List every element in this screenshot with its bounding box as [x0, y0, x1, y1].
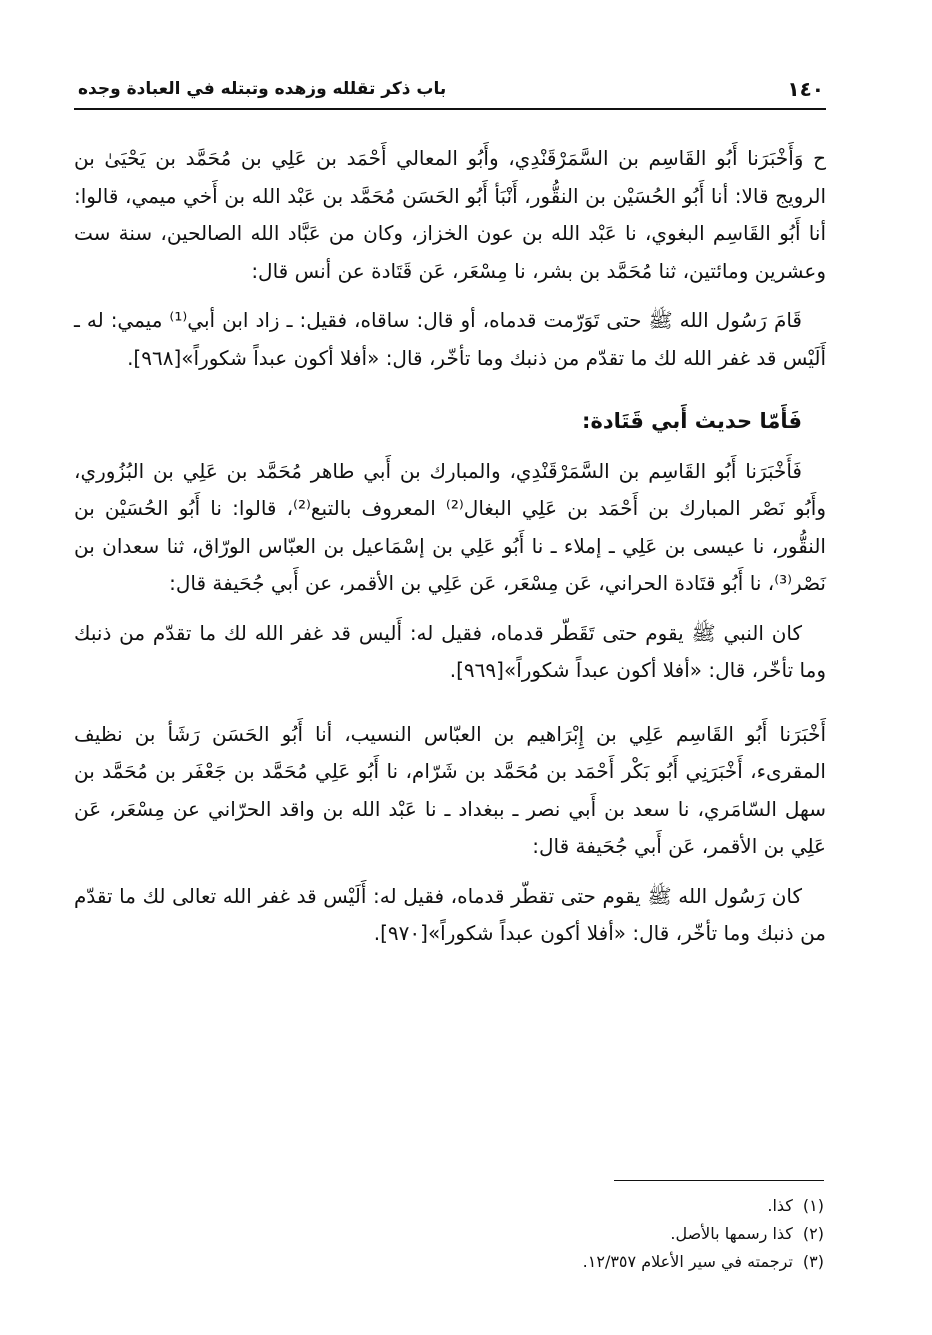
footnote-divider	[614, 1180, 824, 1181]
footnote-marker: (٢)	[802, 1224, 824, 1243]
running-header	[78, 72, 824, 106]
paragraph-hadith-3: كان رَسُول الله ﷺ يقوم حتى تقطّر قدماه، فقيل له: أَلَيْس قد غفر الله تعالى لك ما تقدّم من ذنبك وما تأخّر، قال: «أفلا أكون عبداً شكوراً»[٩٧٠].	[74, 883, 826, 945]
page-number: ١٤٠	[787, 77, 824, 101]
header-divider	[74, 108, 826, 110]
paragraph-hadith-1: قَامَ رَسُول الله ﷺ حتى تَوَرّمت قدماه، أو قال: ساقاه، فقيل: ـ زاد ابن أبي⁽¹⁾ ميمي: له ـ أَلَيْس قد غفر الله لك ما تقدّم من ذنبك وما تأخّر، قال: «أفلا أكون عبداً شكوراً»[٩٦٨].	[74, 308, 826, 370]
footnote-text: ترجمته في سير الأعلام ١٢/٣٥٧.	[582, 1252, 793, 1271]
paragraph-isnad-1: ح وَأَخْبَرَنا أَبُو القَاسِم بن السَّمَرْقَنْدِي، وأَبُو المعالي أَحْمَد بن عَلِي بن مُحَمَّد بن يَحْيَىٰ بن الرويج قالا: أنا أَبُو الحُسَيْن بن النقُّور، أَنْبَأ أَبُو الحَسَن مُحَمَّد بن عَبْد الله بن أَخي ميمي، قالوا: أنا أَبُو القَاسِم البغوي، نا عَبْد الله بن عون الخزاز، وكان من عَبَّاد الله الصالحين، سنة ست وعشرين ومائتين، ثنا مُحَمَّد بن بشر، نا مِسْعَر، عَن قَتَادة عن أنس قال:	[74, 146, 826, 283]
footnotes	[300, 1192, 824, 1276]
footnote-text: كذا.	[767, 1196, 793, 1215]
paragraph-hadith-2: كان النبي ﷺ يقوم حتى تَقَطّر قدماه، فقيل له: أَليس قد غفر الله لك ما تقدّم من ذنبك وما تأخّر، قال: «أفلا أكون عبداً شكوراً»[٩٦٩].	[74, 620, 826, 682]
footnote-1	[300, 1192, 824, 1220]
main-text	[74, 140, 826, 953]
footnote-2	[300, 1220, 824, 1248]
paragraph-isnad-3: أَخْبَرَنا أَبُو القَاسِم عَلِي بن إِبْرَاهيم بن العبّاس النسيب، أنا أَبُو الحَسَن رَشَأ بن نظيف المقرىء، أَخْبَرَنِي أَبُو بَكْر أَحْمَد بن مُحَمَّد بن شَرّام، نا أَبُو عَلِي مُحَمَّد بن جَعْفَر بن مُحَمَّد بن سهل السّامَري، نا سعد بن أَبي نصر ـ ببغداد ـ نا عَبْد الله بن واقد الحرّاني عن مِسْعَر، عَن عَلِي بن الأقمر، عَن أَبي جُحَيفة قال:	[74, 721, 826, 858]
section-heading-abu-qatada: فَأَمّا حديث أَبي قَتَادة:	[582, 409, 802, 433]
paragraph-isnad-2: فَأَخْبَرَنا أَبُو القَاسِم بن السَّمَرْقَنْدِي، والمبارك بن أَبي طاهر مُحَمَّد بن عَلِي بن البُزُوري، وأَبُو نَصْر المبارك بن أَحْمَد بن عَلِي البغال⁽²⁾ المعروف بالتبع⁽²⁾، قالوا: نا أَبُو الحُسَيْن بن النقُّور، نا عيسى بن عَلِي ـ إملاء ـ نا أَبُو عَلِي بن إسْمَاعيل بن العبّاس الورّاق، ثنا سعدان بن نَصْر⁽³⁾، نا أَبُو قتَادة الحراني، عَن مِسْعَر، عَن عَلِي بن الأقمر، عن أَبي جُحَيفة قال:	[74, 458, 826, 595]
running-header-title: باب ذكر تقلله وزهده وتبتله في العبادة وجده	[78, 79, 447, 99]
footnote-text: كذا رسمها بالأصل.	[670, 1224, 793, 1243]
footnote-marker: (٣)	[802, 1252, 824, 1271]
footnote-marker: (١)	[802, 1196, 824, 1215]
footnote-3	[300, 1248, 824, 1276]
